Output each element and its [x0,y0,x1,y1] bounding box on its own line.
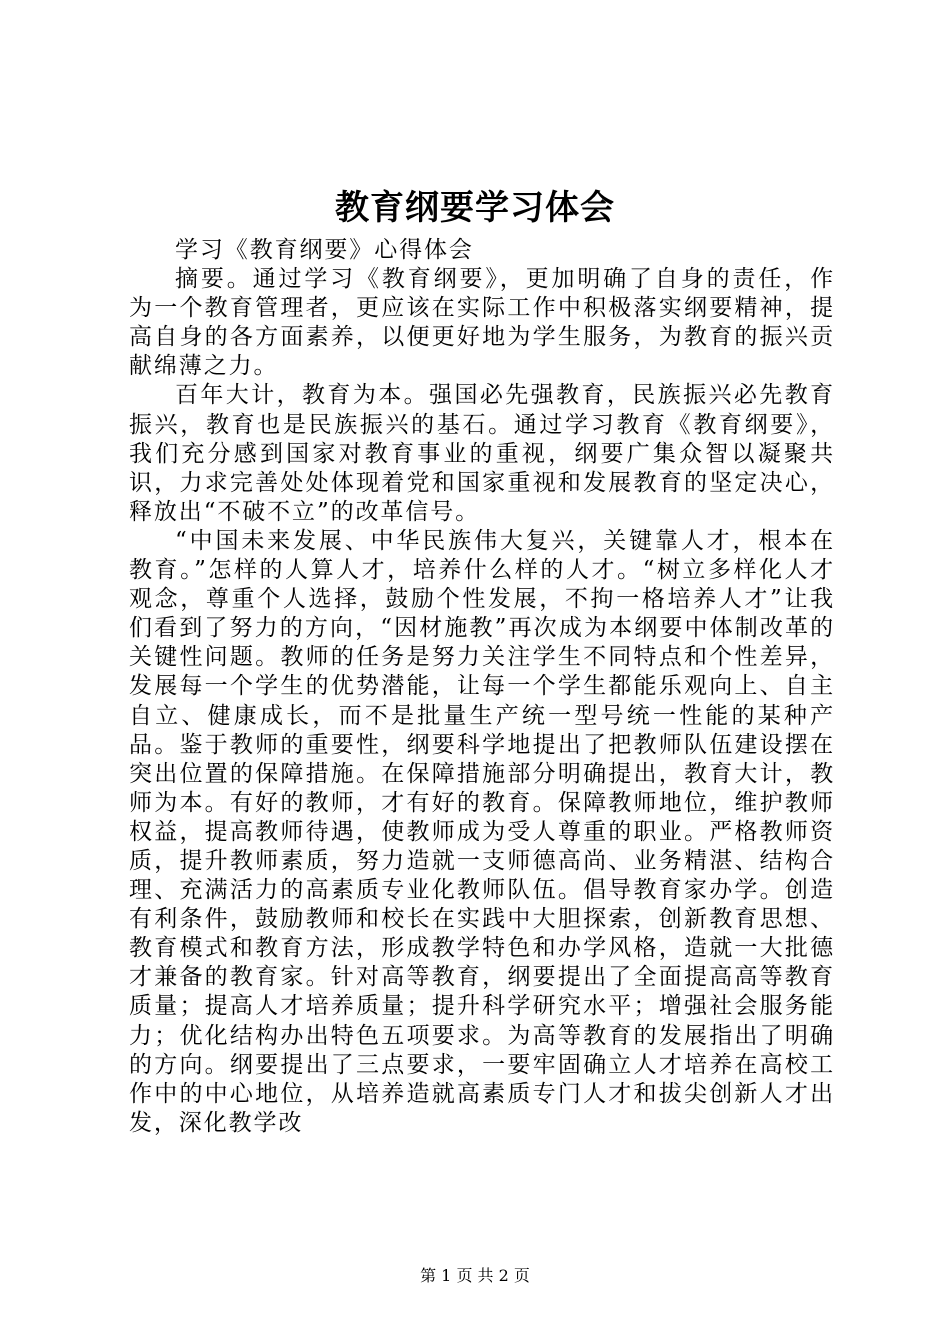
body-paragraph: “中国未来发展、中华民族伟大复兴，关键靠人才，根本在教育。”怎样的人算人才，培养什么样的人才。“树立多样化人才观念，尊重个人选择，鼓励个性发展，不拘一格培养人才”让我们看到了努力的方向，“因材施教”再次成为本纲要中体制改革的关键性问题。教师的任务是努力关注学生不同特点和个性差异，发展每一个学生的优势潜能，让每一个学生都能乐观向上、自主自立、健康成长，而不是批量生产统一型号统一性能的某种产品。鉴于教师的重要性，纲要科学地提出了把教师队伍建设摆在突出位置的保障措施。在保障措施部分明确提出，教育大计，教师为本。有好的教师，才有好的教育。保障教师地位，维护教师权益，提高教师待遇，使教师成为受人尊重的职业。严格教师资质，提升教师素质，努力造就一支师德高尚、业务精湛、结构合理、充满活力的高素质专业化教师队伍。倡导教育家办学。创造有利条件，鼓励教师和校长在实践中大胆探索，创新教育思想、教育模式和教育方法，形成教学特色和办学风格，造就一大批德才兼备的教育家。针对高等教育，纲要提出了全面提高高等教育质量；提高人才培养质量；提升科学研究水平；增强社会服务能力；优化结构办出特色五项要求。为高等教育的发展指出了明确的方向。纲要提出了三点要求，一要牢固确立人才培养在高校工作中的中心地位，从培养造就高素质专门人才和拔尖创新人才出发，深化教学改 [129,527,835,1136]
document-body [129,236,835,1138]
subtitle-paragraph: 学习《教育纲要》心得体会 [175,237,474,263]
document-title: 教育纲要学习体会 [335,188,615,228]
page-number-footer: 第 1 页 共 2 页 [420,1266,530,1285]
body-paragraph: 百年大计，教育为本。强国必先强教育，民族振兴必先教育振兴，教育也是民族振兴的基石。通过学习教育《教育纲要》，我们充分感到国家对教育事业的重视，纲要广集众智以凝聚共识，力求完善处处体现着党和国家重视和发展教育的坚定决心，释放出“不破不立”的改革信号。 [129,382,835,525]
abstract-paragraph: 摘要。通过学习《教育纲要》，更加明确了自身的责任，作为一个教育管理者，更应该在实际工作中积极落实纲要精神，提高自身的各方面素养，以便更好地为学生服务，为教育的振兴贡献绵薄之力。 [129,266,835,380]
